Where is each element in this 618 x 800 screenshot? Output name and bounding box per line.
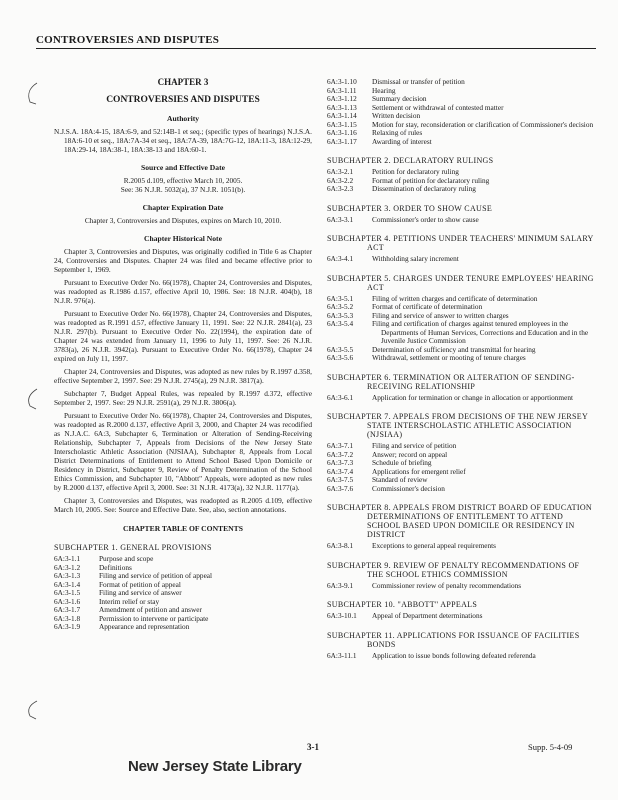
toc-entry[interactable]	[327, 354, 597, 363]
toc-list	[327, 168, 597, 194]
section-title: Exceptions to general appeal requirements	[372, 541, 496, 550]
section-title: Answer; record on appeal	[372, 449, 448, 459]
toc-entry[interactable]	[327, 216, 597, 225]
section-title: Petition for declaratory ruling	[372, 167, 459, 176]
subchapter-title: SUBCHAPTER 5. CHARGES UNDER TENURE EMPLOYEES' HEARING ACT	[327, 273, 594, 292]
subchapter-title: SUBCHAPTER 2. DECLARATORY RULINGS	[327, 156, 494, 165]
section-title: Filing and service of answer	[99, 588, 182, 597]
toc-entry[interactable]	[54, 572, 312, 581]
section-number: 6A:3-7.2	[327, 449, 354, 459]
toc-entry[interactable]	[327, 468, 597, 477]
toc-entry[interactable]	[327, 394, 597, 403]
section-number: 6A:3-1.9	[54, 622, 81, 631]
subchapter-title: SUBCHAPTER 9. REVIEW OF PENALTY RECOMMENDATIONS OF THE SCHOOL ETHICS COMMISSION	[327, 560, 580, 579]
toc-entry[interactable]	[327, 87, 597, 96]
chapter-number: CHAPTER 3	[157, 77, 209, 87]
supplement-date: Supp. 5-4-09	[528, 742, 573, 752]
toc-entry[interactable]	[327, 121, 597, 130]
section-number: 6A:3-1.2	[54, 562, 81, 572]
margin-bracket-mark	[25, 700, 39, 720]
section-title: Filing and service of petition	[372, 441, 457, 450]
section-title: Filing and service of answer to written charges	[372, 310, 509, 320]
section-number: 6A:3-9.1	[327, 580, 354, 590]
section-title: Awarding of interest	[372, 136, 432, 146]
chapter-title: CONTROVERSIES AND DISPUTES	[106, 95, 260, 105]
section-number: 6A:3-10.1	[327, 611, 357, 620]
history-paragraph: Chapter 3, Controversies and Disputes, was readopted as R.2005 d.109, effective March 10, 2005. See: Source and Effective Date. See, also, section annotations.	[54, 496, 312, 514]
section-title: Hearing	[372, 85, 396, 95]
section-title: Schedule of briefing	[372, 458, 432, 467]
section-number: 6A:3-5.5	[327, 344, 354, 354]
authority-heading: Authority	[166, 114, 200, 123]
history-heading: Chapter Historical Note	[144, 234, 222, 243]
section-number: 6A:3-1.16	[327, 128, 357, 137]
section-number: 6A:3-1.11	[327, 85, 357, 95]
section-title: Format of certificate of determination	[372, 302, 483, 311]
section-number: 6A:3-5.3	[327, 310, 354, 320]
toc-list	[327, 582, 597, 591]
toc-entry[interactable]	[327, 476, 597, 485]
section-number: 6A:3-7.6	[327, 483, 354, 493]
toc-list	[327, 78, 597, 146]
section-title: Summary decision	[372, 94, 427, 103]
section-number: 6A:3-7.4	[327, 466, 354, 476]
section-number: 6A:3-1.4	[54, 579, 81, 589]
section-title: Determination of sufficiency and transmittal for hearing	[372, 344, 536, 354]
toc-list	[327, 612, 597, 621]
section-title: Motion for stay, reconsideration or clarification of Commissioner's decision	[372, 119, 594, 129]
section-number: 6A:3-3.1	[327, 214, 354, 224]
right-column	[327, 78, 597, 660]
toc-list	[327, 542, 597, 551]
left-column	[54, 78, 312, 632]
toc-entry[interactable]	[327, 652, 597, 661]
source-heading: Source and Effective Date	[140, 163, 225, 172]
section-title: Commissioner's decision	[372, 483, 445, 493]
subchapter-title: SUBCHAPTER 4. PETITIONS UNDER TEACHERS' MINIMUM SALARY ACT	[327, 234, 594, 252]
section-number: 6A:3-5.1	[327, 293, 354, 303]
section-title: Amendment of petition and answer	[99, 605, 202, 614]
toc-entry[interactable]	[327, 451, 597, 460]
toc-entry[interactable]	[327, 582, 597, 591]
toc-entry[interactable]	[327, 138, 597, 147]
section-number: 6A:3-1.6	[54, 596, 81, 606]
toc-entry[interactable]	[327, 442, 597, 451]
source-line: R.2005 d.109, effective March 10, 2005.	[123, 176, 243, 185]
section-number: 6A:3-8.1	[327, 541, 354, 550]
running-head: CONTROVERSIES AND DISPUTES	[36, 34, 220, 46]
section-title: Dissemination of declaratory ruling	[372, 184, 476, 193]
section-number: 6A:3-1.17	[327, 136, 357, 146]
section-title: Appeal of Department determinations	[372, 611, 483, 620]
history-paragraph: Subchapter 7, Budget Appeal Rules, was repealed by R.1997 d.372, effective September 2, 1997. See: 29 N.J.R. 2591(a), 29 N.J.R. 3806(a).	[54, 389, 312, 407]
toc-list	[54, 555, 312, 632]
section-title: Application for termination or change in allocation or apportionment	[372, 392, 574, 402]
section-title: Relaxing of rules	[372, 128, 423, 137]
expiration-text: Chapter 3, Controversies and Disputes, expires on March 10, 2010.	[84, 216, 282, 225]
toc-entry[interactable]	[54, 589, 312, 598]
library-stamp: New Jersey State Library	[128, 758, 302, 775]
margin-bracket-mark	[25, 82, 39, 106]
toc-entry[interactable]	[54, 581, 312, 590]
toc-entry[interactable]	[327, 612, 597, 621]
expiration-heading: Chapter Expiration Date	[142, 203, 224, 212]
section-title: Withdrawal, settlement or mooting of tenure charges	[372, 353, 526, 362]
toc-entry[interactable]	[327, 104, 597, 113]
section-number: 6A:3-1.8	[54, 613, 81, 623]
subchapter-title: SUBCHAPTER 1. GENERAL PROVISIONS	[54, 543, 212, 552]
toc-entry[interactable]	[327, 78, 597, 87]
section-title: Application to issue bonds following defeated referenda	[372, 650, 536, 660]
section-title: Settlement or withdrawal of contested matter	[372, 102, 504, 112]
toc-list	[327, 652, 597, 661]
history-paragraph: Pursuant to Executive Order No. 66(1978), Chapter 24, Controversies and Disputes, was readopted as R.1986 d.157, effective April 10, 1986. See: 18 N.J.R. 404(b), 18 N.J.R. 976(a).	[54, 278, 312, 305]
section-number: 6A:3-5.4	[327, 319, 354, 328]
section-title: Filing of written charges and certificate of determination	[372, 293, 538, 303]
history-paragraph: Chapter 24, Controversies and Disputes, was adopted as new rules by R.1997 d.358, effective September 2, 1997. See: 29 N.J.R. 2745(a), 29 N.J.R. 3817(a).	[54, 367, 312, 385]
section-title: Dismissal or transfer of petition	[372, 77, 465, 86]
section-title: Interim relief or stay	[99, 596, 160, 606]
section-number: 6A:3-2.2	[327, 175, 354, 185]
subchapter-title: SUBCHAPTER 8. APPEALS FROM DISTRICT BOARD OF EDUCATION DETERMINATIONS OF ENTITLEMENT TO ATTEND SCHOOL BASED UPON DOMICILE OR RESIDENCY IN DISTRICT	[327, 503, 592, 539]
subchapter-title: SUBCHAPTER 6. TERMINATION OR ALTERATION OF SENDING-RECEIVING RELATIONSHIP	[327, 372, 575, 391]
section-number: 6A:3-5.6	[327, 353, 354, 362]
section-title: Format of petition of appeal	[99, 579, 181, 589]
source-line: See: 36 N.J.R. 5032(a), 37 N.J.R. 1051(b).	[120, 185, 246, 194]
subchapter-title: SUBCHAPTER 10. "ABBOTT" APPEALS	[327, 600, 478, 609]
section-number: 6A:3-2.3	[327, 184, 354, 193]
toc-list	[327, 295, 597, 363]
section-number: 6A:3-1.12	[327, 94, 357, 103]
toc-heading: CHAPTER TABLE OF CONTENTS	[123, 524, 243, 533]
section-number: 6A:3-1.7	[54, 605, 81, 614]
history-paragraph: Pursuant to Executive Order No. 66(1978), Chapter 24, Controversies and Disputes, was readopted as R.2000 d.137, effective April 3, 2000, and Chapter 24 was recodified as N.J.A.C. 6A:3, Subchapter 6, Termination or Alteration of Sending-Receiving Relationship, Subchapter 7, Appeals from Decisions of the New Jersey State Interscholastic Athletic Association (NJSIAA), Subchapter 8, Appeals from Local District Determinations of Entitlement to Attend School Based Upon Domicile or Residency in District, Subchapter 9, Review of Penalty Determination of the School Ethics Commission, and Subchapter 10, "Abbott" Appeals, were adopted as new rules by R.2000 d.137, effective April 3, 2000. See: 31 N.J.R. 4173(a), 32 N.J.R. 1177(a).	[54, 411, 312, 492]
section-number: 6A:3-11.1	[327, 650, 357, 660]
section-title: Standard of review	[372, 475, 428, 484]
subchapter-title: SUBCHAPTER 11. APPLICATIONS FOR ISSUANCE OF FACILITIES BONDS	[327, 630, 580, 649]
section-title: Permission to intervene or participate	[99, 613, 209, 623]
section-title: Definitions	[99, 562, 132, 572]
toc-entry[interactable]	[327, 542, 597, 551]
section-title: Format of petition for declaratory ruling	[372, 175, 490, 185]
section-number: 6A:3-1.5	[54, 588, 81, 597]
section-number: 6A:3-5.2	[327, 302, 354, 311]
section-number: 6A:3-1.3	[54, 571, 81, 580]
toc-list	[327, 216, 597, 225]
section-number: 6A:3-1.13	[327, 102, 357, 112]
toc-entry[interactable]	[327, 129, 597, 138]
section-number: 6A:3-6.1	[327, 392, 354, 402]
toc-list	[327, 442, 597, 493]
section-title: Filing and certification of charges against tenured employees in the Departments of Human Services, Corrections and Education and in the Juvenile Justice Commission	[372, 319, 589, 345]
subchapter-title: SUBCHAPTER 3. ORDER TO SHOW CAUSE	[327, 203, 493, 213]
toc-entry[interactable]	[327, 185, 597, 194]
section-title: Commissioner's order to show cause	[372, 214, 479, 224]
section-title: Filing and service of petition of appeal	[99, 571, 213, 580]
section-number: 6A:3-1.15	[327, 119, 357, 129]
section-number: 6A:3-1.14	[327, 111, 357, 120]
history-paragraph: Chapter 3, Controversies and Disputes, was originally codified in Title 6 as Chapter 24, Controversies and Disputes. Chapter 24 was filed and became effective prior to September 1, 1969.	[54, 247, 312, 274]
authority-text: N.J.S.A. 18A:4-15, 18A:6-9, and 52:14B-1 et seq.; (specific types of hearings) N.J.S.A. 18A:6-10 et seq., 18A:7A-34 et seq., 18A:7A-39, 18A:7G-12, 18A:11-3, 18A:12-29, 18A:29-14, 18A:38-1, 18A:38-13 and 18A:60-1.	[54, 127, 312, 154]
page-number: 3-1	[307, 742, 319, 752]
margin-bracket-mark	[25, 388, 39, 410]
section-title: Purpose and scope	[99, 554, 154, 563]
section-title: Written decision	[372, 111, 421, 120]
history-paragraph: Pursuant to Executive Order No. 66(1978), Chapter 24, Controversies and Disputes, was readopted as R.1991 d.57, effective January 11, 1991. See: 22 N.J.R. 2841(a), 23 N.J.R. 297(b). Pursuant to Executive Order No. 22(1994), the expiration date of Chapter 24 was extended from January 11, 1996 to July 11, 1997. See: 26 N.J.R. 3783(a), 26 N.J.R. 3942(a). Pursuant to Executive Order No. 66(1978), Chapter 24 expired on July 11, 1997.	[54, 309, 312, 363]
section-title: Appearance and representation	[99, 622, 190, 631]
section-title: Applications for emergent relief	[372, 466, 466, 476]
header-rule	[36, 48, 596, 49]
section-number: 6A:3-2.1	[327, 167, 354, 176]
toc-entry[interactable]	[327, 255, 597, 264]
toc-list	[327, 255, 597, 264]
section-number: 6A:3-1.1	[54, 554, 81, 563]
subchapter-title: SUBCHAPTER 7. APPEALS FROM DECISIONS OF THE NEW JERSEY STATE INTERSCHOLASTIC ATHLETIC ASSOCIATION (NJSIAA)	[327, 412, 588, 439]
section-number: 6A:3-1.10	[327, 77, 357, 86]
section-number: 6A:3-4.1	[327, 254, 354, 263]
section-number: 6A:3-7.3	[327, 458, 354, 467]
section-title: Withholding salary increment	[372, 254, 459, 263]
toc-entry[interactable]	[327, 485, 597, 494]
toc-list	[327, 394, 597, 403]
toc-entry[interactable]	[327, 320, 597, 346]
toc-entry[interactable]	[54, 623, 312, 632]
section-number: 6A:3-7.1	[327, 441, 354, 450]
toc-entry[interactable]	[54, 555, 312, 564]
section-title: Commissioner review of penalty recommendations	[372, 580, 522, 590]
section-number: 6A:3-7.5	[327, 475, 354, 484]
